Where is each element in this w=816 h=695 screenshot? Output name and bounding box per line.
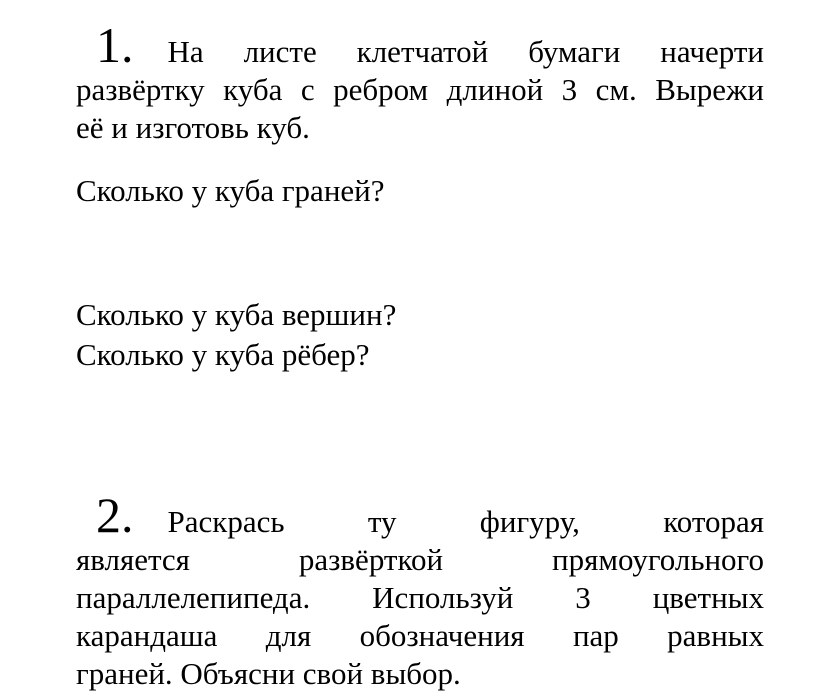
task-2 [76, 487, 764, 693]
task-2-line-1 [76, 487, 764, 543]
task-2-line-2: является развёрткой прямоугольного [76, 542, 764, 577]
question-edges: Сколько у куба рёбер? [76, 337, 370, 372]
question-faces: Сколько у куба граней? [76, 173, 385, 208]
task-2-line-3: параллелепипеда. Используй 3 цветных [76, 580, 764, 615]
task-1-line-2: развёртку куба с ребром длиной 3 см. Вырежи [76, 72, 764, 107]
task-2-line-4: карандаша для обозначения пар равных [76, 618, 764, 653]
question-vertices: Сколько у куба вершин? [76, 297, 397, 332]
task-2-number: 2. [96, 487, 134, 543]
task-1-line-1-text: На листе клетчатой бумаги начерти [167, 34, 764, 69]
task-1-line-1 [76, 17, 764, 73]
task-1 [76, 17, 764, 147]
task-2-line-1-text: Раскрась ту фигуру, которая [167, 504, 764, 539]
task-2-line-5: граней. Объясни свой выбор. [76, 656, 461, 691]
task-1-line-3: её и изготовь куб. [76, 110, 310, 145]
task-1-number: 1. [96, 17, 134, 73]
